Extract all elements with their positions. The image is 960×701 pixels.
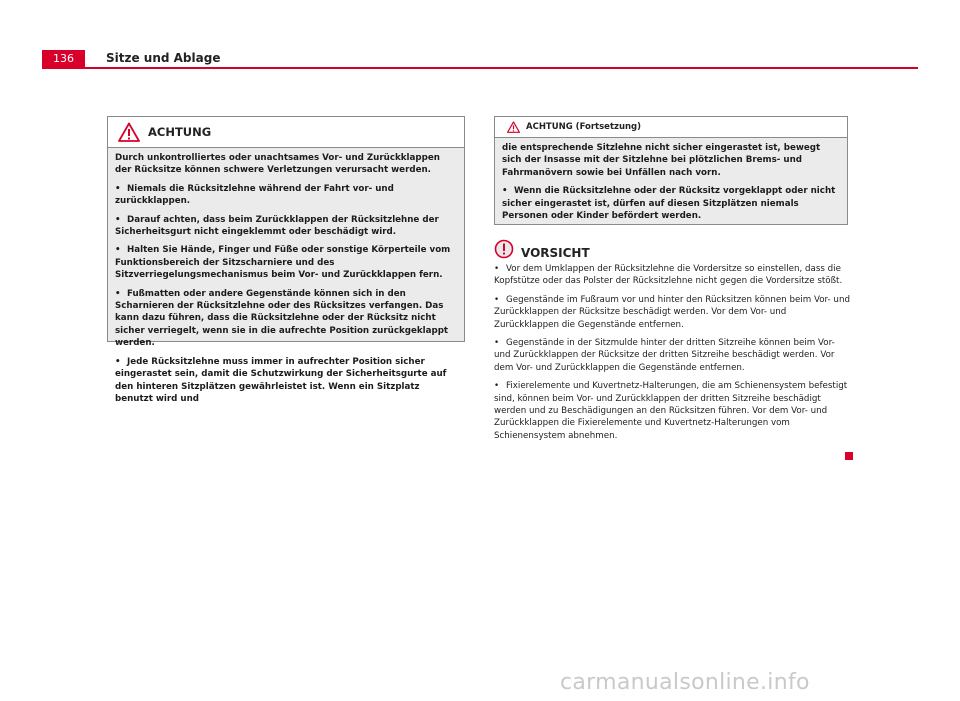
page-title: Sitze und Ablage — [106, 51, 221, 65]
achtung-intro: Durch unkontrolliertes oder unachtsames Vor- und Zurückklappen der Rücksitze können schwere Verletzungen verursacht werden. — [115, 153, 440, 176]
achtung-body — [108, 148, 464, 410]
bullet-icon: • — [494, 294, 500, 305]
bullet-icon: • — [494, 381, 500, 392]
exclamation-circle-icon — [494, 239, 514, 259]
achtung-continued-body — [495, 138, 847, 227]
bullet-icon: • — [494, 338, 500, 349]
bullet-icon: • — [494, 264, 500, 274]
bullet-icon: • — [115, 288, 121, 299]
achtung-continued-text: die entsprechende Sitzlehne nicht sicher eingerastet ist, bewegt sich der Insasse mit der Sitzlehne bei plötzlichen Brems- und Fahrmanövern sowie bei Unfällen nach vorn. — [502, 143, 821, 178]
warning-triangle-icon — [507, 121, 520, 133]
bullet-icon: • — [115, 356, 121, 367]
list-item: • Darauf achten, dass beim Zurückklappen der Rücksitzlehne der Sicherheitsgurt nicht eingeklemmt oder beschädigt wird. — [115, 214, 439, 238]
warning-triangle-icon — [118, 122, 140, 142]
bullet-icon: • — [115, 183, 121, 194]
achtung-continued-box — [494, 116, 848, 225]
list-item: • Niemals die Rücksitzlehne während der Fahrt vor- und zurückklappen. — [115, 183, 394, 207]
list-item: • Gegenstände in der Sitzmulde hinter der dritten Sitzreihe können beim Vor- und Zurückklappen der Rücksitze der dritten Sitzreihe beschädigt werden. Vor dem Vor- und Zurückklappen die Gegenstände entfernen. — [494, 338, 835, 373]
bullet-icon: • — [502, 186, 508, 197]
bullet-icon: • — [115, 245, 121, 256]
list-item: • Fußmatten oder andere Gegenstände können sich in den Scharnieren der Rücksitzlehne oder des Rücksitzes verfangen. Das kann dazu führen, dass die Rücksitzlehne oder der Rücksitz nicht sicher verriegelt, wenn sie in die aufrechte Position zurückgeklappt werden. — [115, 288, 449, 349]
section-end-marker — [845, 452, 853, 460]
vorsicht-header — [494, 238, 590, 260]
list-item: • Halten Sie Hände, Finger und Füße oder sonstige Körperteile vom Funktionsbereich der Sitzscharniere und des Sitzverriegelungsmechanismus beim Vor- und Zurückklappen fern. — [115, 245, 451, 281]
achtung-continued-header — [495, 117, 847, 138]
list-item: • Fixierelemente und Kuvertnetz-Halterungen, die am Schienensystem befestigt sind, können beim Vor- und Zurückklappen der dritten Sitzreihe beschädigt werden und zu Beschädigungen an den Rücksitzen führen. Vor dem Vor- und Zurückklappen die Fixierelemente und Kuvertnetz-Halterungen vom Schienensystem abnehmen. — [494, 381, 848, 441]
header-divider — [42, 67, 918, 69]
vorsicht-body — [494, 263, 854, 448]
achtung-continued-title: ACHTUNG (Fortsetzung) — [526, 122, 642, 132]
achtung-box — [107, 116, 465, 404]
list-item: • Jede Rücksitzlehne muss immer in aufrechter Position sicher eingerastet sein, damit die Schutzwirkung der Sicherheitsgurte auf den hinteren Sitzplätzen gewährleistet ist. Wenn ein Sitzplatz benutzt wird und — [115, 356, 447, 404]
achtung-title: ACHTUNG — [148, 125, 212, 139]
list-item: • Vor dem Umklappen der Rücksitzlehne die Vordersitze so einstellen, dass die Kopfstütze oder das Polster der Rücksitzlehne nicht gegen die Vordersitze stößt. — [494, 264, 843, 287]
list-item: • Wenn die Rücksitzlehne oder der Rücksitz vorgeklappt oder nicht sicher eingerastet ist, dürfen auf diesen Sitzplätzen niemals Personen oder Kinder befördert werden. — [502, 186, 836, 222]
bullet-icon: • — [115, 214, 121, 225]
page-number: 136 — [42, 50, 85, 68]
watermark: carmanualsonline.info — [560, 670, 810, 695]
list-item: • Gegenstände im Fußraum vor und hinter den Rücksitzen können beim Vor- und Zurückklappen der Rücksitze beschädigt werden. Vor dem Vor- und Zurückklappen die Gegenstände entfernen. — [494, 294, 850, 330]
achtung-header — [108, 117, 464, 148]
vorsicht-title: VORSICHT — [521, 246, 590, 260]
